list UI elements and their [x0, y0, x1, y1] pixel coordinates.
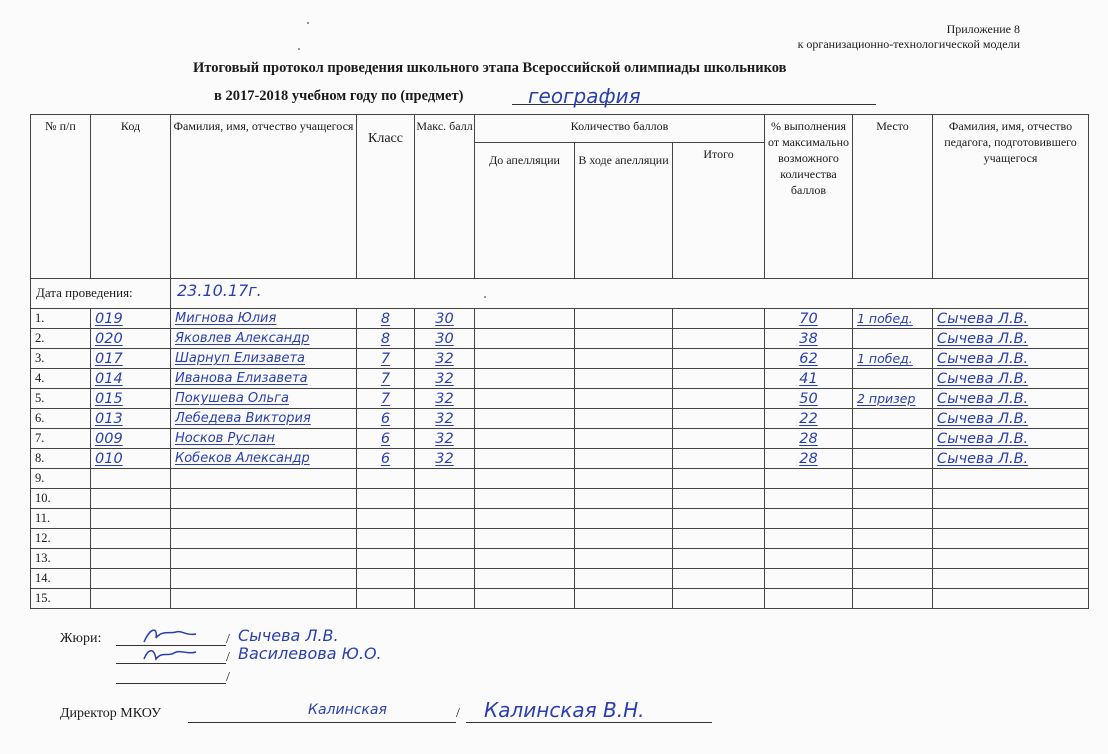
row-code [91, 549, 171, 569]
row-teacher [933, 469, 1089, 489]
row-percent [765, 489, 853, 509]
jury-sign-line-3 [116, 683, 226, 684]
header-code: Код [91, 115, 171, 279]
row-max-score: 30 [415, 309, 475, 329]
row-teacher [933, 489, 1089, 509]
row-student-name: Носков Руслан [171, 429, 357, 449]
document-title: Итоговый протокол проведения школьного этапа Всероссийской олимпиады школьников [193, 60, 787, 76]
row-number: 8. [31, 449, 91, 469]
row-code: 017 [91, 349, 171, 369]
scan-speck [307, 22, 309, 24]
row-student-name: Иванова Елизавета [171, 369, 357, 389]
date-value: 23.10.17г. [171, 279, 1089, 309]
jury-signature-2 [140, 643, 200, 665]
row-score-during [575, 509, 673, 529]
row-score-before [475, 569, 575, 589]
row-score-during [575, 449, 673, 469]
row-number: 4. [31, 369, 91, 389]
director-sign-line [188, 722, 456, 723]
header-class: Класс [357, 115, 415, 279]
row-class: 6 [357, 429, 415, 449]
row-number: 14. [31, 569, 91, 589]
row-place [853, 569, 933, 589]
row-score-during [575, 589, 673, 609]
row-score-total [673, 489, 765, 509]
header-name: Фамилия, имя, отчество учащегося [171, 115, 357, 279]
row-percent [765, 589, 853, 609]
row-place [853, 529, 933, 549]
row-teacher: Сычева Л.В. [933, 389, 1089, 409]
row-score-total [673, 429, 765, 449]
row-class: 7 [357, 389, 415, 409]
row-class: 6 [357, 409, 415, 429]
row-number: 9. [31, 469, 91, 489]
row-max-score [415, 589, 475, 609]
row-code [91, 529, 171, 549]
row-max-score: 32 [415, 389, 475, 409]
row-student-name [171, 589, 357, 609]
annex-line-1: Приложение 8 [946, 22, 1020, 36]
row-teacher: Сычева Л.В. [933, 369, 1089, 389]
row-score-total [673, 409, 765, 429]
jury-member-2: Василевова Ю.О. [238, 644, 382, 663]
table-row [31, 349, 1089, 369]
row-percent: 28 [765, 449, 853, 469]
header-percent: % выполнения от максимально возможного количества баллов [765, 115, 853, 279]
scan-speck [298, 48, 300, 50]
row-class: 6 [357, 449, 415, 469]
row-max-score: 32 [415, 369, 475, 389]
row-score-total [673, 509, 765, 529]
row-code [91, 589, 171, 609]
header-num: № п/п [31, 115, 91, 279]
header-during-appeal: В ходе апелляции [575, 143, 673, 279]
row-place [853, 509, 933, 529]
row-score-total [673, 469, 765, 489]
row-student-name: Лебедева Виктория [171, 409, 357, 429]
header-before-appeal: До апелляции [475, 143, 575, 279]
date-label: Дата проведения: [31, 279, 171, 309]
row-max-score: 32 [415, 409, 475, 429]
row-max-score: 32 [415, 429, 475, 449]
row-number: 5. [31, 389, 91, 409]
row-score-during [575, 409, 673, 429]
row-score-total [673, 449, 765, 469]
row-score-during [575, 569, 673, 589]
row-score-during [575, 369, 673, 389]
row-percent: 70 [765, 309, 853, 329]
header-scores: Количество баллов [475, 115, 765, 143]
table-row [31, 369, 1089, 389]
row-place [853, 369, 933, 389]
row-class [357, 549, 415, 569]
row-place [853, 449, 933, 469]
row-score-during [575, 309, 673, 329]
row-number: 3. [31, 349, 91, 369]
row-score-before [475, 489, 575, 509]
row-percent [765, 509, 853, 529]
row-score-total [673, 569, 765, 589]
row-percent [765, 469, 853, 489]
row-teacher: Сычева Л.В. [933, 349, 1089, 369]
jury-label: Жюри: [60, 631, 102, 646]
row-code [91, 489, 171, 509]
table-row [31, 569, 1089, 589]
row-percent [765, 529, 853, 549]
table-row [31, 409, 1089, 429]
row-place [853, 549, 933, 569]
row-class [357, 469, 415, 489]
row-score-during [575, 489, 673, 509]
row-code: 020 [91, 329, 171, 349]
row-teacher: Сычева Л.В. [933, 409, 1089, 429]
row-score-before [475, 529, 575, 549]
row-code: 014 [91, 369, 171, 389]
row-code: 009 [91, 429, 171, 449]
row-score-total [673, 329, 765, 349]
table-row [31, 309, 1089, 329]
row-place [853, 589, 933, 609]
annex-line-2: к организационно-технологической модели [797, 37, 1020, 51]
row-code: 013 [91, 409, 171, 429]
row-class [357, 589, 415, 609]
row-number: 1. [31, 309, 91, 329]
row-student-name [171, 509, 357, 529]
row-max-score: 30 [415, 329, 475, 349]
row-place: 1 побед. [853, 309, 933, 329]
row-student-name: Шарнуп Елизавета [171, 349, 357, 369]
row-place [853, 429, 933, 449]
row-score-before [475, 449, 575, 469]
row-score-during [575, 389, 673, 409]
table-row [31, 589, 1089, 609]
row-number: 10. [31, 489, 91, 509]
row-number: 11. [31, 509, 91, 529]
row-student-name: Яковлев Александр [171, 329, 357, 349]
row-score-before [475, 509, 575, 529]
row-place: 1 побед. [853, 349, 933, 369]
row-number: 6. [31, 409, 91, 429]
results-table [30, 114, 1089, 609]
row-student-name [171, 529, 357, 549]
table-row [31, 509, 1089, 529]
row-percent: 50 [765, 389, 853, 409]
row-score-during [575, 469, 673, 489]
row-teacher: Сычева Л.В. [933, 429, 1089, 449]
row-number: 12. [31, 529, 91, 549]
row-place: 2 призер [853, 389, 933, 409]
row-max-score [415, 569, 475, 589]
row-student-name: Мигнова Юлия [171, 309, 357, 329]
row-teacher [933, 529, 1089, 549]
row-max-score [415, 469, 475, 489]
row-max-score [415, 509, 475, 529]
row-score-during [575, 549, 673, 569]
table-row [31, 329, 1089, 349]
row-class [357, 509, 415, 529]
row-percent [765, 549, 853, 569]
row-student-name [171, 489, 357, 509]
row-score-during [575, 429, 673, 449]
row-score-before [475, 309, 575, 329]
row-percent: 22 [765, 409, 853, 429]
row-score-total [673, 309, 765, 329]
annex-note [798, 22, 1020, 52]
row-score-total [673, 389, 765, 409]
row-teacher [933, 589, 1089, 609]
row-teacher [933, 549, 1089, 569]
row-teacher: Сычева Л.В. [933, 449, 1089, 469]
row-class: 8 [357, 329, 415, 349]
row-code: 015 [91, 389, 171, 409]
row-max-score [415, 529, 475, 549]
row-class [357, 529, 415, 549]
row-class [357, 569, 415, 589]
table-row [31, 389, 1089, 409]
table-row [31, 469, 1089, 489]
row-score-before [475, 389, 575, 409]
director-signature: Калинская [308, 702, 387, 718]
table-row [31, 549, 1089, 569]
director-name: Калинская В.Н. [484, 698, 645, 722]
row-max-score: 32 [415, 349, 475, 369]
table-row [31, 429, 1089, 449]
row-teacher [933, 569, 1089, 589]
director-name-line [466, 722, 712, 723]
row-score-during [575, 529, 673, 549]
row-number: 15. [31, 589, 91, 609]
row-code: 010 [91, 449, 171, 469]
jury-member-1: Сычева Л.В. [238, 626, 339, 645]
row-score-before [475, 549, 575, 569]
row-percent: 28 [765, 429, 853, 449]
row-percent: 62 [765, 349, 853, 369]
row-score-before [475, 329, 575, 349]
row-score-total [673, 589, 765, 609]
row-max-score [415, 549, 475, 569]
row-score-before [475, 429, 575, 449]
row-score-before [475, 369, 575, 389]
row-student-name: Кобеков Александр [171, 449, 357, 469]
row-score-before [475, 589, 575, 609]
row-class: 7 [357, 349, 415, 369]
row-score-before [475, 349, 575, 369]
row-score-total [673, 549, 765, 569]
row-code [91, 569, 171, 589]
table-row [31, 529, 1089, 549]
row-student-name [171, 569, 357, 589]
results-rows [31, 309, 1089, 609]
row-percent: 41 [765, 369, 853, 389]
row-score-total [673, 349, 765, 369]
header-teacher: Фамилия, имя, отчество педагога, подготовившего учащегося [933, 115, 1089, 279]
document-subtitle: в 2017-2018 учебном году по (предмет) [214, 88, 464, 104]
row-number: 2. [31, 329, 91, 349]
row-code [91, 469, 171, 489]
subject-handwritten: география [528, 84, 641, 108]
row-place [853, 329, 933, 349]
row-code [91, 509, 171, 529]
row-teacher [933, 509, 1089, 529]
row-class: 8 [357, 309, 415, 329]
row-place [853, 409, 933, 429]
row-score-total [673, 369, 765, 389]
row-teacher: Сычева Л.В. [933, 309, 1089, 329]
row-student-name: Покушева Ольга [171, 389, 357, 409]
row-percent [765, 569, 853, 589]
row-number: 13. [31, 549, 91, 569]
row-class: 7 [357, 369, 415, 389]
header-max: Макс. балл [415, 115, 475, 279]
row-teacher: Сычева Л.В. [933, 329, 1089, 349]
table-row [31, 489, 1089, 509]
header-total: Итого [673, 143, 765, 279]
row-max-score [415, 489, 475, 509]
row-student-name [171, 469, 357, 489]
row-student-name [171, 549, 357, 569]
row-code: 019 [91, 309, 171, 329]
row-percent: 38 [765, 329, 853, 349]
row-score-during [575, 329, 673, 349]
row-max-score: 32 [415, 449, 475, 469]
director-label: Директор МКОУ [60, 706, 161, 721]
table-row [31, 449, 1089, 469]
row-number: 7. [31, 429, 91, 449]
row-score-total [673, 529, 765, 549]
row-score-before [475, 409, 575, 429]
row-score-before [475, 469, 575, 489]
row-place [853, 469, 933, 489]
row-score-during [575, 349, 673, 369]
header-place: Место [853, 115, 933, 279]
scan-speck [484, 296, 486, 298]
row-class [357, 489, 415, 509]
row-place [853, 489, 933, 509]
